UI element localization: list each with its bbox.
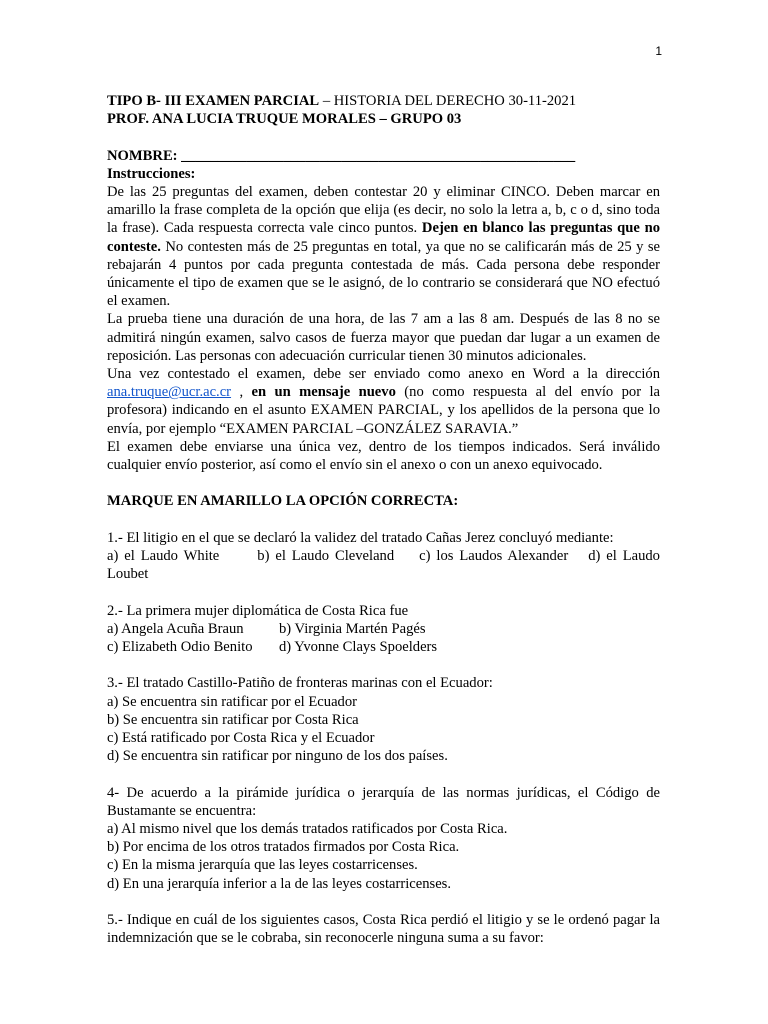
question-text: 3.- El tratado Castillo-Patiño de fronteras marinas con el Ecuador:: [107, 675, 493, 692]
question-5: [107, 911, 660, 947]
option-a[interactable]: a) el Laudo White: [107, 548, 220, 565]
section-title: MARQUE EN AMARILLO LA OPCIÓN CORRECTA:: [107, 493, 459, 510]
option-d[interactable]: d) En una jerarquía inferior a la de las leyes costarricenses.: [107, 875, 452, 892]
exam-type: TIPO B- III EXAMEN PARCIAL: [107, 93, 320, 109]
option-b[interactable]: b) Se encuentra sin ratificar por Costa Rica: [107, 711, 359, 728]
option-c[interactable]: c) Elizabeth Odio Benito: [107, 639, 253, 656]
option-c[interactable]: c) los Laudos Alexander: [419, 548, 569, 565]
email-link[interactable]: ana.truque@ucr.ac.cr: [107, 384, 232, 401]
exam-course-date: – HISTORIA DEL DERECHO 30-11-2021: [319, 93, 577, 109]
exam-title: [107, 92, 660, 110]
question-3: [107, 674, 660, 765]
question-2: [107, 602, 660, 657]
question-text: 1.- El litigio en el que se declaró la validez del tratado Cañas Jerez concluyó mediante:: [107, 529, 614, 546]
page-number: 1: [655, 44, 662, 58]
document-body: [107, 92, 660, 947]
option-c[interactable]: c) Está ratificado por Costa Rica y el Ecuador: [107, 730, 375, 747]
question-4: [107, 784, 660, 893]
question-text: 4- De acuerdo a la pirámide jurídica o jerarquía de las normas jurídicas, el Código de Bustamante se encuentra:: [107, 784, 660, 819]
instructions-title: Instrucciones:: [107, 165, 196, 182]
question-1-options: [107, 547, 660, 583]
question-1: [107, 529, 660, 584]
option-d[interactable]: d) el Laudo Loubet: [107, 548, 660, 583]
name-field[interactable]: NOMBRE: ______________________________________________________: [107, 147, 576, 164]
question-text: 5.- Indique en cuál de los siguientes casos, Costa Rica perdió el litigio y se le ordenó pagar la indemnización que se le cobraba, sin reconocerle ninguna suma a su favor:: [107, 912, 660, 947]
option-b[interactable]: b) Virginia Martén Pagés: [279, 620, 426, 637]
option-d[interactable]: d) Yvonne Clays Spoelders: [279, 639, 438, 656]
option-a[interactable]: a) Al mismo nivel que los demás tratados ratificados por Costa Rica.: [107, 821, 508, 838]
option-b[interactable]: b) Por encima de los otros tratados firmados por Costa Rica.: [107, 839, 460, 856]
instructions-paragraph-1: De las 25 preguntas del examen, deben contestar 20 y eliminar CINCO. Deben marcar en amarillo la frase completa de la opción que elija (es decir, no solo la letra a, b, c o d, sino toda la frase). Cada respuesta correcta vale cinco puntos. Dejen en blanco las preguntas que no conteste. No contesten más de 25 preguntas en total, ya que no se calificarán más de 25 y se rebajarán 4 puntos por cada pregunta contestada de más. Cada persona debe responder únicamente el tipo de examen que se le asignó, de lo contrario se considerará que NO efectuó el examen.: [107, 184, 661, 310]
option-d[interactable]: d) Se encuentra sin ratificar por ninguno de los dos países.: [107, 748, 448, 765]
professor-group: PROF. ANA LUCIA TRUQUE MORALES – GRUPO 03: [107, 111, 462, 128]
instructions-paragraph-3: Una vez contestado el examen, debe ser enviado como anexo en Word a la dirección ana.truque@ucr.ac.cr , en un mensaje nuevo (no como respuesta al del envío por la profesora) indicando en el asunto EXAMEN PARCIAL, y los apellidos de la persona que lo envía, por ejemplo “EXAMEN PARCIAL –GONZÁLEZ SARAVIA.”: [107, 366, 661, 437]
option-b[interactable]: b) el Laudo Cleveland: [257, 548, 395, 565]
option-c[interactable]: c) En la misma jerarquía que las leyes costarricenses.: [107, 857, 418, 874]
instructions-paragraph-2: La prueba tiene una duración de una hora, de las 7 am a las 8 am. Después de las 8 no se admitirá ningún examen, salvo casos de fuerza mayor que puedan dar lugar a un examen de reposición. Las personas con adecuación curricular tienen 30 minutos adicionales.: [107, 311, 660, 364]
question-text: 2.- La primera mujer diplomática de Costa Rica fue: [107, 602, 409, 619]
option-a[interactable]: a) Angela Acuña Braun: [107, 620, 244, 637]
instructions-paragraph-4: El examen debe enviarse una única vez, dentro de los tiempos indicados. Será inválido cualquier envío posterior, así como el envío sin el anexo o con un anexo equivocado.: [107, 438, 660, 474]
option-a[interactable]: a) Se encuentra sin ratificar por el Ecuador: [107, 693, 357, 710]
